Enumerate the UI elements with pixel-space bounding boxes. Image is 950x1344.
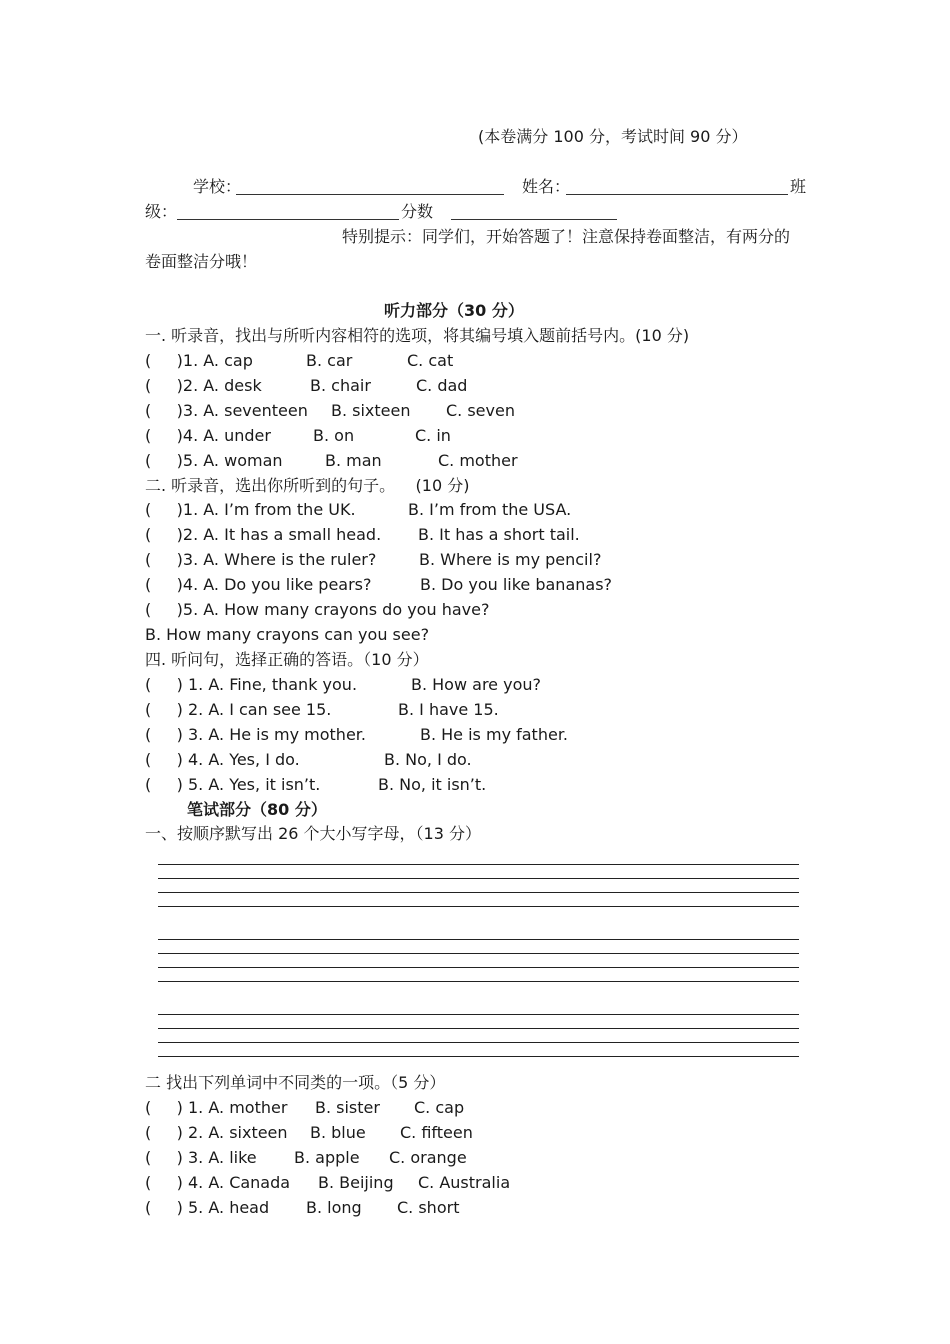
question-option-b: B. I’m from the USA. xyxy=(408,500,572,519)
handwriting-line xyxy=(158,967,799,968)
list-item xyxy=(145,451,518,471)
handwriting-line xyxy=(158,878,799,879)
school-blank[interactable] xyxy=(236,194,504,195)
handwriting-line xyxy=(158,953,799,954)
handwriting-line xyxy=(158,1042,799,1043)
question-option-b: B. Do you like bananas? xyxy=(420,575,613,594)
question-option-c: C. Australia xyxy=(418,1173,511,1192)
listening-section1-heading: 一. 听录音，找出与所听内容相符的选项，将其编号填入题前括号内。(10 分) xyxy=(145,326,690,345)
list-item xyxy=(145,1198,460,1218)
question-option-b: B. I have 15. xyxy=(398,700,499,719)
list-item xyxy=(145,625,430,645)
score-label: 分数 xyxy=(401,202,434,221)
list-item xyxy=(145,1173,511,1193)
question-option-c: C. short xyxy=(397,1198,460,1217)
question-option-b: B. It has a short tail. xyxy=(418,525,580,544)
question-option-a: ( )4. A. Do you like pears? xyxy=(145,575,372,594)
list-item xyxy=(145,675,541,695)
class-label-part2: 级： xyxy=(145,202,178,221)
list-item xyxy=(145,500,572,520)
list-item xyxy=(145,750,472,770)
question-option-b: B. blue xyxy=(310,1123,366,1142)
question-option-a: ( ) 5. A. Yes, it isn’t. xyxy=(145,775,321,794)
question-option-b: B. No, I do. xyxy=(384,750,472,769)
question-option-a: ( ) 3. A. like xyxy=(145,1148,257,1167)
handwriting-line xyxy=(158,906,799,907)
list-item xyxy=(145,426,451,446)
writing-section2-heading: 二 找出下列单词中不同类的一项。（5 分） xyxy=(145,1073,446,1092)
question-option-c: C. dad xyxy=(416,376,468,395)
handwriting-line xyxy=(158,892,799,893)
question-option-b: B. long xyxy=(306,1198,362,1217)
tip-line-1: 特别提示：同学们，开始答题了！注意保持卷面整洁，有两分的 xyxy=(342,227,791,246)
listening-title: 听力部分（30 分） xyxy=(384,301,524,320)
question-option-c: C. cat xyxy=(407,351,454,370)
question-option-b: B. man xyxy=(325,451,382,470)
list-item xyxy=(145,525,580,545)
question-option-b: B. car xyxy=(306,351,353,370)
list-item xyxy=(145,775,487,795)
question-option-b: B. chair xyxy=(310,376,371,395)
question-option-c: C. in xyxy=(415,426,451,445)
question-option-a: ( )1. A. cap xyxy=(145,351,253,370)
class-blank[interactable] xyxy=(177,219,399,220)
question-option-a: ( )5. A. How many crayons do you have? xyxy=(145,600,490,619)
listening-section2-heading: 二. 听录音，选出你所听到的句子。 (10 分) xyxy=(145,476,470,495)
list-item xyxy=(145,401,515,421)
question-option-c: C. orange xyxy=(389,1148,467,1167)
handwriting-line xyxy=(158,981,799,982)
tip-line-2: 卷面整洁分哦！ xyxy=(145,252,258,271)
question-option-c: C. fifteen xyxy=(400,1123,473,1142)
question-option-a: ( )5. A. woman xyxy=(145,451,283,470)
question-option-a: ( )3. A. seventeen xyxy=(145,401,308,420)
question-option-a: ( ) 3. A. He is my mother. xyxy=(145,725,366,744)
question-option-a: ( ) 5. A. head xyxy=(145,1198,270,1217)
question-option-a: ( ) 1. A. Fine, thank you. xyxy=(145,675,358,694)
name-blank[interactable] xyxy=(566,194,788,195)
question-option-c: C. cap xyxy=(414,1098,465,1117)
handwriting-line xyxy=(158,1056,799,1057)
listening-section4-heading: 四. 听问句，选择正确的答语。（10 分） xyxy=(145,650,429,669)
list-item xyxy=(145,1148,467,1168)
handwriting-line xyxy=(158,864,799,865)
list-item xyxy=(145,351,454,371)
exam-note: (本卷满分 100 分，考试时间 90 分） xyxy=(478,127,748,146)
question-option-a: ( ) 2. A. I can see 15. xyxy=(145,700,332,719)
question-option-b: B. How many crayons can you see? xyxy=(145,625,430,644)
question-option-b: B. sister xyxy=(315,1098,380,1117)
question-option-b: B. Where is my pencil? xyxy=(419,550,602,569)
school-label: 学校： xyxy=(193,177,242,196)
question-option-b: B. He is my father. xyxy=(420,725,569,744)
list-item xyxy=(145,1123,473,1143)
score-blank[interactable] xyxy=(451,219,617,220)
list-item xyxy=(145,725,569,745)
question-option-b: B. How are you? xyxy=(411,675,541,694)
name-label: 姓名： xyxy=(522,177,571,196)
writing-title: 笔试部分（80 分） xyxy=(187,800,327,819)
question-option-a: ( )2. A. desk xyxy=(145,376,262,395)
question-option-a: ( ) 4. A. Yes, I do. xyxy=(145,750,300,769)
question-option-a: ( ) 4. A. Canada xyxy=(145,1173,291,1192)
question-option-a: ( )1. A. I’m from the UK. xyxy=(145,500,356,519)
question-option-a: ( ) 2. A. sixteen xyxy=(145,1123,288,1142)
question-option-c: C. seven xyxy=(446,401,515,420)
list-item xyxy=(145,1098,465,1118)
list-item xyxy=(145,600,490,620)
list-item xyxy=(145,376,468,396)
list-item xyxy=(145,550,602,570)
handwriting-line xyxy=(158,939,799,940)
list-item xyxy=(145,575,613,595)
handwriting-line xyxy=(158,1014,799,1015)
question-option-a: ( )4. A. under xyxy=(145,426,271,445)
question-option-c: C. mother xyxy=(438,451,518,470)
question-option-b: B. No, it isn’t. xyxy=(378,775,487,794)
question-option-a: ( )3. A. Where is the ruler? xyxy=(145,550,377,569)
class-label-part1: 班 xyxy=(790,177,807,196)
question-option-b: B. sixteen xyxy=(331,401,411,420)
question-option-a: ( )2. A. It has a small head. xyxy=(145,525,382,544)
list-item xyxy=(145,700,499,720)
question-option-b: B. apple xyxy=(294,1148,360,1167)
question-option-b: B. on xyxy=(313,426,355,445)
handwriting-line xyxy=(158,1028,799,1029)
question-option-a: ( ) 1. A. mother xyxy=(145,1098,288,1117)
question-option-b: B. Beijing xyxy=(318,1173,394,1192)
writing-section1-heading: 一、按顺序默写出 26 个大小写字母，（13 分） xyxy=(145,824,481,843)
